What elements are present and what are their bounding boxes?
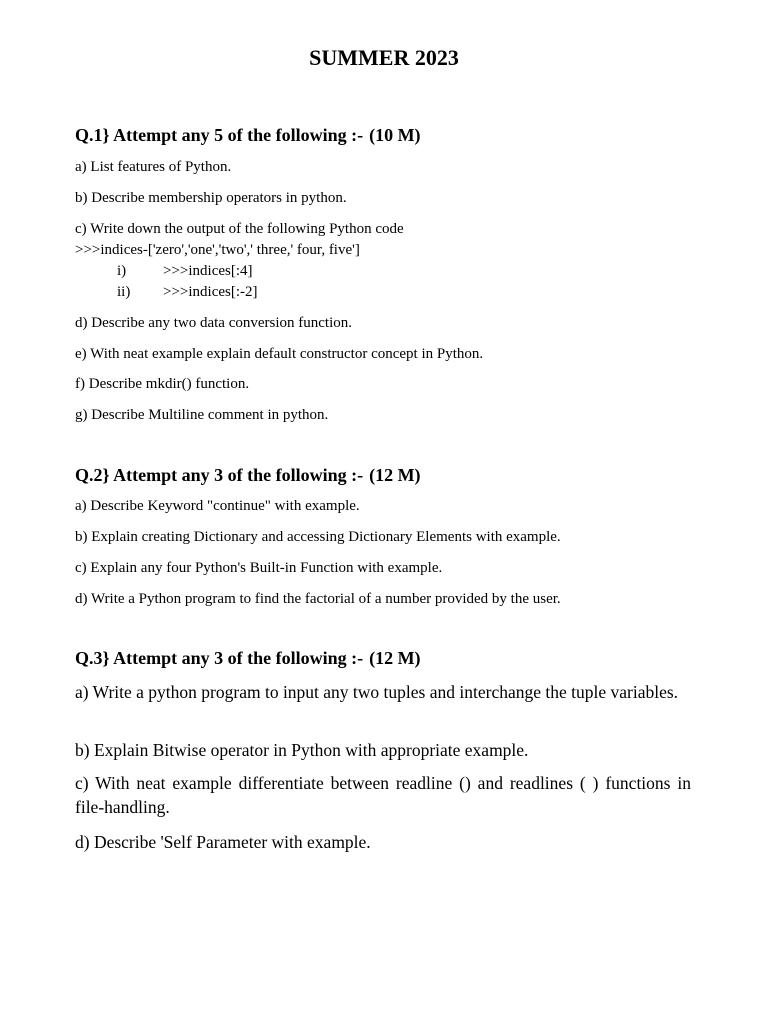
q3-item-d: d) Describe 'Self Parameter with example.: [75, 832, 371, 852]
q3-heading-text: Q.3} Attempt any 3 of the following :-: [75, 648, 364, 668]
q2-item-d: d) Write a Python program to find the factorial of a number provided by the user.: [75, 591, 561, 607]
q1-item-c-sub-2-code: >>>indices[:-2]: [163, 284, 258, 300]
q2-item-c: c) Explain any four Python's Built-in Function with example.: [75, 560, 443, 576]
q1-item-c-sub-2-number: ii): [117, 284, 131, 300]
q2-item-a: a) Describe Keyword "continue" with example.: [75, 498, 360, 514]
q3-item-b: b) Explain Bitwise operator in Python with appropriate example.: [75, 740, 529, 760]
q1-heading: [75, 124, 421, 146]
q2-heading: [75, 464, 421, 486]
q1-item-c: c) Write down the output of the following Python code: [75, 221, 404, 237]
q3-heading: [75, 647, 421, 669]
q1-item-c-code: >>>indices-['zero','one','two',' three,' four, five']: [75, 242, 360, 258]
q2-item-b: b) Explain creating Dictionary and accessing Dictionary Elements with example.: [75, 529, 561, 545]
q1-item-e: e) With neat example explain default constructor concept in Python.: [75, 346, 484, 362]
q1-item-d: d) Describe any two data conversion function.: [75, 315, 352, 331]
q3-item-c: c) With neat example differentiate between readline () and readlines ( ) functions in file-handling.: [75, 773, 691, 817]
q1-item-f: f) Describe mkdir() function.: [75, 376, 250, 392]
q1-marks: (10 M): [369, 125, 421, 145]
q3-marks: (12 M): [369, 648, 421, 668]
q1-item-c-sub-1-number: i): [117, 263, 127, 279]
q1-item-b: b) Describe membership operators in python.: [75, 190, 347, 206]
q1-item-c-sub-1-code: >>>indices[:4]: [163, 263, 253, 279]
q1-item-a: a) List features of Python.: [75, 159, 232, 175]
q3-item-a: a) Write a python program to input any two tuples and interchange the tuple variables.: [75, 682, 679, 702]
q2-heading-text: Q.2} Attempt any 3 of the following :-: [75, 465, 364, 485]
q2-marks: (12 M): [369, 465, 421, 485]
q1-heading-text: Q.1} Attempt any 5 of the following :-: [75, 125, 364, 145]
page-title: SUMMER 2023: [309, 45, 459, 70]
q1-item-g: g) Describe Multiline comment in python.: [75, 407, 329, 423]
